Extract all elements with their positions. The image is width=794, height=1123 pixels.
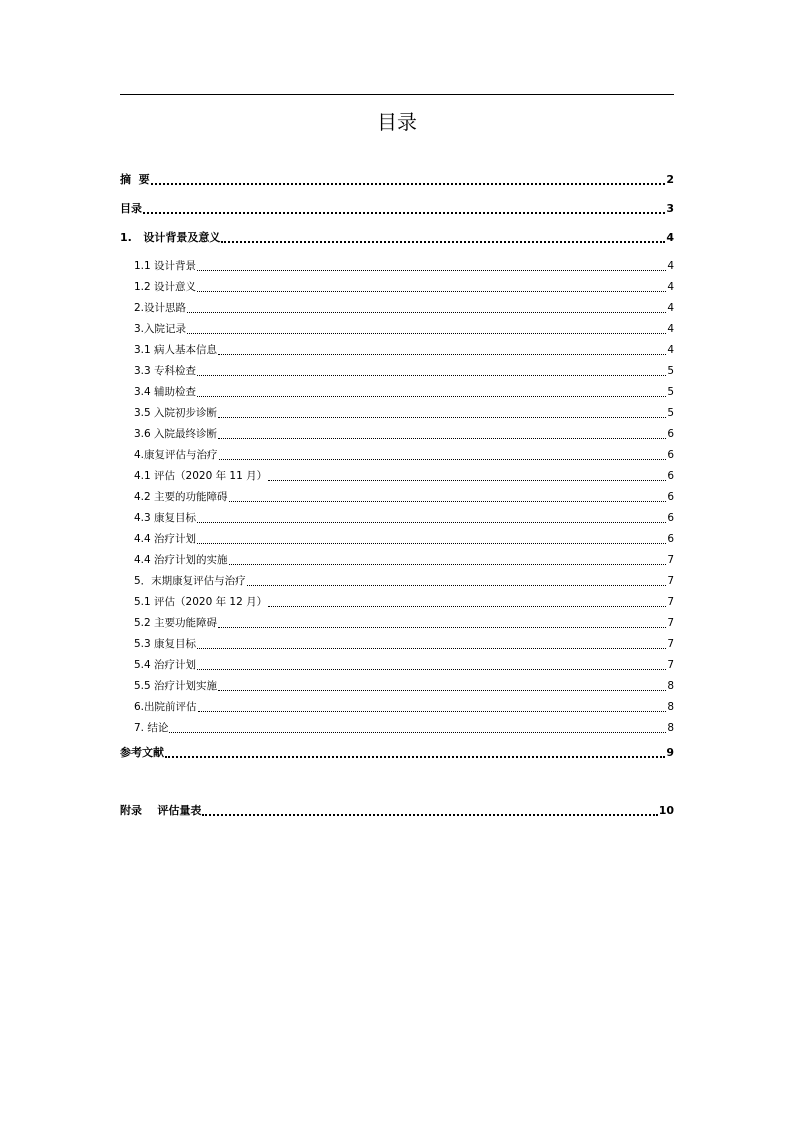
toc-entry-label: 6.出院前评估 — [134, 701, 197, 713]
toc-dot-leader — [268, 606, 666, 607]
toc-entry-page-number: 4 — [667, 323, 674, 335]
toc-dot-leader — [198, 711, 667, 712]
toc-entry-label: 4.2 主要的功能障碍 — [134, 491, 228, 503]
toc-entry-page-number: 6 — [667, 449, 674, 461]
toc-entry-label: 附录 评估量表 — [120, 804, 202, 817]
toc-entry-page-number: 3 — [666, 202, 674, 215]
toc-dot-leader — [229, 501, 667, 502]
toc-entry[interactable] — [120, 720, 674, 736]
toc-entry-label: 5.4 治疗计划 — [134, 659, 197, 671]
toc-entry-label: 5．末期康复评估与治疗 — [134, 575, 246, 587]
toc-entry-page-number: 5 — [667, 365, 674, 377]
toc-entry-page-number: 8 — [667, 701, 674, 713]
toc-entry[interactable] — [120, 321, 674, 337]
toc-entry-label: 1.1 设计背景 — [134, 260, 197, 272]
toc-entry-page-number: 4 — [666, 231, 674, 244]
toc-entry[interactable] — [120, 447, 674, 463]
toc-entry-label: 4.康复评估与治疗 — [134, 449, 218, 461]
toc-entry-page-number: 8 — [667, 680, 674, 692]
toc-dot-leader — [197, 543, 666, 544]
toc-entry-page-number: 4 — [667, 281, 674, 293]
toc-entry-page-number: 6 — [667, 470, 674, 482]
toc-entry-page-number: 4 — [667, 302, 674, 314]
toc-entry[interactable] — [120, 615, 674, 631]
toc-dot-leader — [197, 291, 666, 292]
toc-entry-label: 1.2 设计意义 — [134, 281, 197, 293]
toc-entry[interactable] — [120, 384, 674, 400]
toc-entry[interactable] — [120, 531, 674, 547]
toc-dot-leader — [247, 585, 667, 586]
toc-entry[interactable] — [120, 405, 674, 421]
toc-entry-label: 7. 结论 — [134, 722, 169, 734]
toc-dot-leader — [218, 438, 666, 439]
toc-entry-page-number: 2 — [666, 173, 674, 186]
toc-entry[interactable] — [120, 594, 674, 610]
toc-entry-page-number: 6 — [667, 512, 674, 524]
toc-entry[interactable] — [120, 678, 674, 694]
toc-entry[interactable] — [120, 573, 674, 589]
toc-entry[interactable] — [120, 426, 674, 442]
toc-dot-leader — [197, 396, 666, 397]
toc-entry-label: 5.1 评估（2020 年 12 月） — [134, 596, 268, 608]
toc-entry-label: 5.3 康复目标 — [134, 638, 197, 650]
toc-entry[interactable] — [120, 468, 674, 484]
toc-dot-leader — [187, 312, 666, 313]
toc-entry[interactable] — [120, 258, 674, 274]
toc-entry-page-number: 7 — [667, 638, 674, 650]
page-title: 目录 — [377, 110, 417, 134]
toc-entry-label: 4.4 治疗计划的实施 — [134, 554, 228, 566]
toc-dot-leader — [197, 669, 666, 670]
toc-dot-leader — [197, 522, 666, 523]
header-rule — [120, 94, 674, 95]
toc-entry[interactable] — [120, 342, 674, 358]
toc-dot-leader — [218, 627, 666, 628]
toc-entry[interactable] — [120, 803, 674, 819]
toc-dot-leader — [187, 333, 666, 334]
toc-entry-label: 4.4 治疗计划 — [134, 533, 197, 545]
toc-entry-label: 目录 — [120, 202, 142, 215]
toc-entry[interactable] — [120, 300, 674, 316]
toc-entry-page-number: 9 — [666, 746, 674, 759]
toc-entry-page-number: 7 — [667, 617, 674, 629]
toc-dot-leader — [219, 459, 667, 460]
toc-entry[interactable] — [120, 363, 674, 379]
toc-entry-label: 3.4 辅助检查 — [134, 386, 197, 398]
toc-entry-label: 5.5 治疗计划实施 — [134, 680, 218, 692]
toc-entry-label: 3.入院记录 — [134, 323, 187, 335]
toc-dot-leader — [268, 480, 666, 481]
toc-entry-label: 1. 设计背景及意义 — [120, 231, 221, 244]
toc-entry-label: 3.1 病人基本信息 — [134, 344, 218, 356]
toc-entry-page-number: 7 — [667, 659, 674, 671]
toc-entry[interactable] — [120, 230, 674, 246]
toc-entry-label: 3.6 入院最终诊断 — [134, 428, 218, 440]
toc-entry-page-number: 8 — [667, 722, 674, 734]
toc-entry-page-number: 10 — [658, 804, 674, 817]
toc-dot-leader — [218, 417, 666, 418]
toc-entry-label: 3.5 入院初步诊断 — [134, 407, 218, 419]
toc-dot-leader — [143, 212, 665, 214]
toc-entry-label: 摘 要 — [120, 173, 150, 186]
toc-entry-page-number: 4 — [667, 260, 674, 272]
toc-entry-label: 2.设计思路 — [134, 302, 187, 314]
toc-entry-page-number: 7 — [667, 575, 674, 587]
toc-entry[interactable] — [120, 552, 674, 568]
toc-entry-page-number: 7 — [667, 596, 674, 608]
toc-entry-page-number: 5 — [667, 407, 674, 419]
toc-entry-page-number: 7 — [667, 554, 674, 566]
toc-entry[interactable] — [120, 279, 674, 295]
toc-dot-leader — [221, 241, 665, 243]
toc-entry-label: 4.3 康复目标 — [134, 512, 197, 524]
toc-entry[interactable] — [120, 745, 674, 761]
toc-entry-page-number: 6 — [667, 428, 674, 440]
toc-dot-leader — [197, 375, 666, 376]
toc-entry-page-number: 6 — [667, 491, 674, 503]
toc-entry-page-number: 5 — [667, 386, 674, 398]
toc-dot-leader — [197, 648, 666, 649]
toc-dot-leader — [151, 183, 666, 185]
toc-dot-leader — [197, 270, 666, 271]
toc-entry[interactable] — [120, 510, 674, 526]
toc-entry-label: 参考文献 — [120, 746, 164, 759]
toc-dot-leader — [165, 756, 665, 758]
toc-entry[interactable] — [120, 489, 674, 505]
toc-dot-leader — [202, 814, 657, 816]
toc-entry[interactable] — [120, 201, 674, 217]
toc-entry-page-number: 4 — [667, 344, 674, 356]
toc-dot-leader — [218, 354, 666, 355]
toc-entry[interactable] — [120, 699, 674, 715]
toc-entry-label: 4.1 评估（2020 年 11 月） — [134, 470, 268, 482]
toc-entry-page-number: 6 — [667, 533, 674, 545]
toc-entry-label: 5.2 主要功能障碍 — [134, 617, 218, 629]
toc-dot-leader — [169, 732, 666, 733]
toc-entry[interactable] — [120, 636, 674, 652]
toc-dot-leader — [218, 690, 666, 691]
toc-entry-label: 3.3 专科检查 — [134, 365, 197, 377]
toc-dot-leader — [229, 564, 667, 565]
toc-entry[interactable] — [120, 172, 674, 188]
toc-entry[interactable] — [120, 657, 674, 673]
